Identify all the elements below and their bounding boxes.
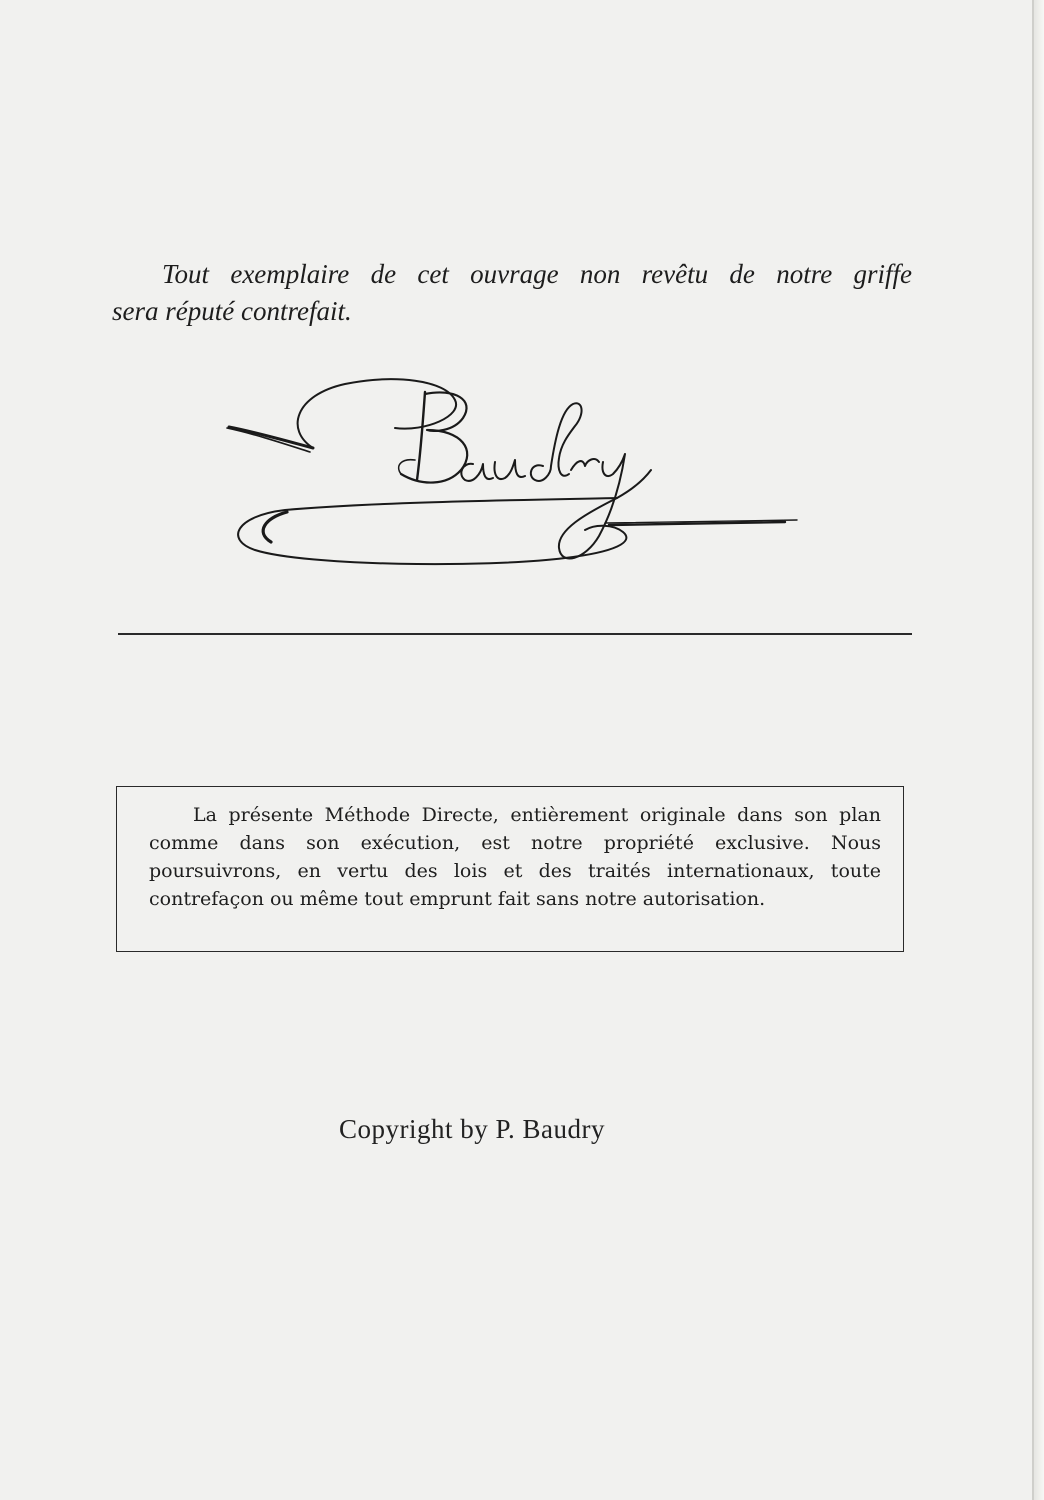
copyright-text: Copyright by P. Baudry	[338, 1114, 605, 1144]
counterfeit-notice	[112, 256, 912, 330]
horizontal-rule	[118, 633, 912, 635]
copyright-line	[0, 1114, 1044, 1145]
rights-notice-box	[116, 786, 904, 952]
rights-notice-text: La présente Méthode Directe, entièrement originale dans son plan comme dans son exécution, est notre propriété exclusive. Nous poursuivrons, en vertu des lois et des traités internationaux, toute contrefaçon ou même tout emprunt fait sans notre autorisation.	[149, 804, 881, 910]
handwritten-signature	[225, 370, 815, 590]
counterfeit-notice-line-1: Tout exemplaire de cet ouvrage non revêtu de notre griffe	[162, 259, 912, 289]
counterfeit-notice-line-2: sera réputé contrefait.	[112, 296, 352, 326]
page-edge-shadow	[1034, 0, 1044, 1500]
page-edge	[1032, 0, 1034, 1500]
